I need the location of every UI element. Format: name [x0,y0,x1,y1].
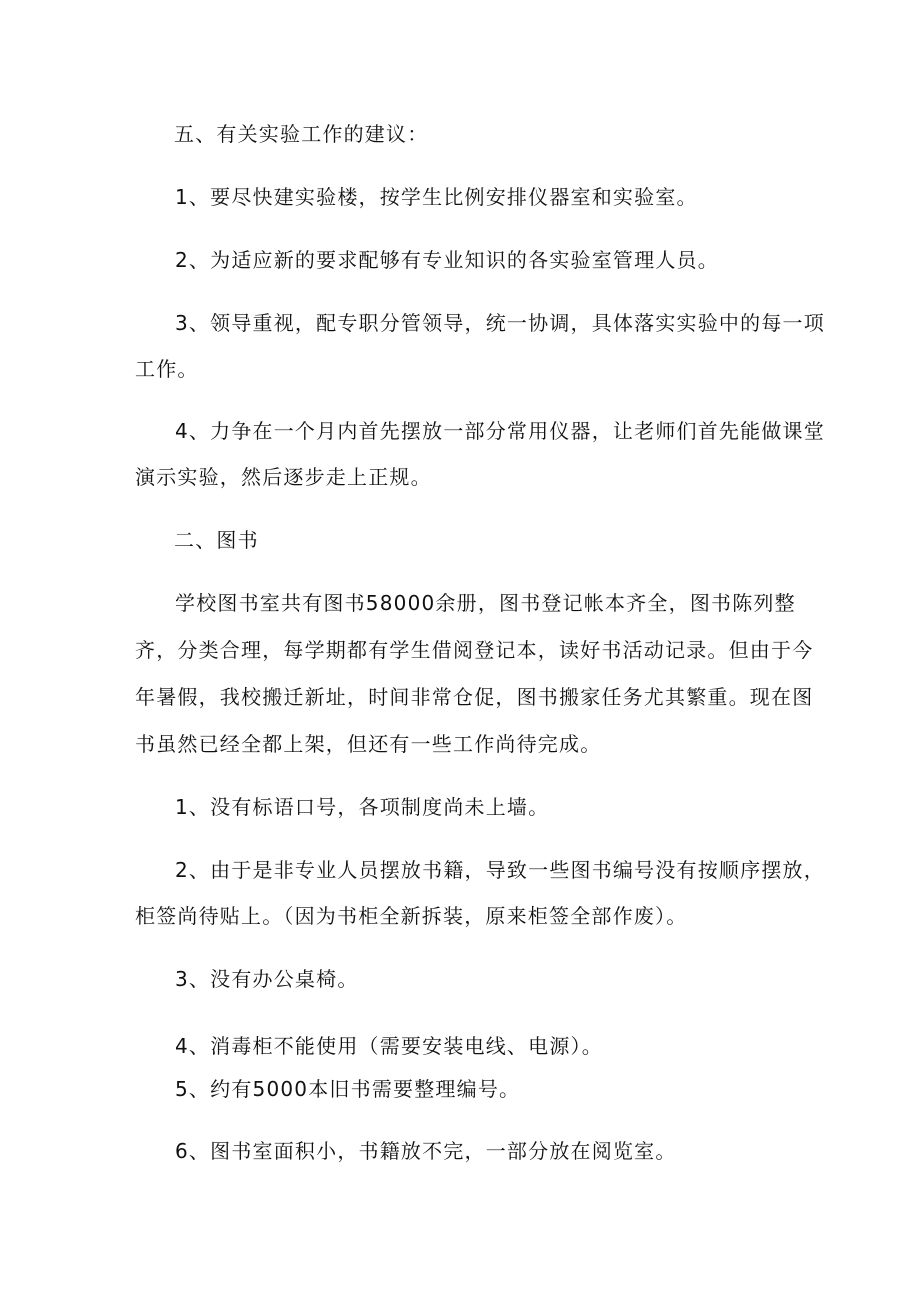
paragraph-line: 工作。 [135,357,199,381]
paragraph-line: 3、没有办公桌椅。 [175,967,359,991]
section-heading-experiment-suggestions: 五、有关实验工作的建议： [174,122,429,146]
paragraph-line: 4、消毒柜不能使用（需要安装电线、电源）。 [175,1034,603,1058]
paragraph-line: 齐，分类合理，每学期都有学生借阅登记本，读好书活动记录。但由于今 [135,638,814,662]
paragraph-line: 学校图书室共有图书58000余册，图书登记帐本齐全，图书陈列整 [175,591,796,615]
paragraph-line: 2、由于是非专业人员摆放书籍，导致一些图书编号没有按顺序摆放， [175,858,825,882]
paragraph-line: 柜签尚待贴上。（因为书柜全新拆装，原来柜签全部作废）。 [135,904,688,928]
paragraph-line: 2、为适应新的要求配够有专业知识的各实验室管理人员。 [175,248,719,272]
paragraph-line: 演示实验，然后逐步走上正规。 [135,465,432,489]
paragraph-line: 1、没有标语口号，各项制度尚未上墙。 [175,795,550,819]
paragraph-line: 5、约有5000本旧书需要整理编号。 [175,1077,521,1101]
paragraph-line: 1、要尽快建实验楼，按学生比例安排仪器室和实验室。 [175,185,698,209]
paragraph-line: 书虽然已经全都上架，但还有一些工作尚待完成。 [135,732,602,756]
paragraph-line: 3、领导重视，配专职分管领导，统一协调，具体落实实验中的每一项 [175,311,825,335]
paragraph-line: 4、力争在一个月内首先摆放一部分常用仪器，让老师们首先能做课堂 [175,419,825,443]
section-heading-books: 二、图书 [174,528,259,552]
paragraph-line: 6、图书室面积小，书籍放不完，一部分放在阅览室。 [175,1139,677,1163]
paragraph-line: 年暑假，我校搬迁新址，时间非常仓促，图书搬家任务尤其繁重。现在图 [135,685,814,709]
